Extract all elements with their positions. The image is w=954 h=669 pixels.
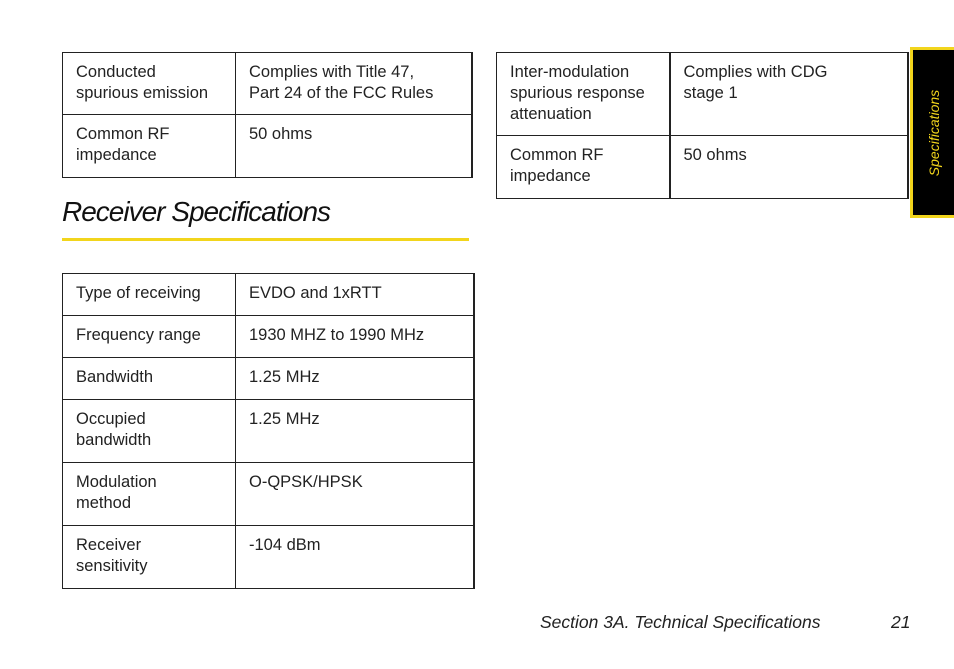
spec-value: Complies with Title 47, Part 24 of the FCC Rules — [236, 53, 472, 115]
spec-label: Receiver sensitivity — [63, 526, 236, 589]
spec-label: Common RF impedance — [497, 136, 670, 199]
transmitter-spec-table-left — [62, 52, 473, 178]
table-row — [497, 53, 908, 136]
spec-label: Conducted spurious emission — [63, 53, 236, 115]
chapter-side-tab — [910, 47, 954, 218]
table-row — [63, 526, 474, 589]
table-row — [63, 463, 474, 526]
table-row — [63, 358, 474, 400]
spec-value: 1.25 MHz — [236, 358, 474, 400]
spec-value: 1930 MHZ to 1990 MHz — [236, 316, 474, 358]
table-row — [63, 53, 472, 115]
table-row — [63, 316, 474, 358]
table-row — [63, 400, 474, 463]
spec-value: 1.25 MHz — [236, 400, 474, 463]
table-row — [497, 136, 908, 199]
table-row — [63, 115, 472, 178]
spec-value: Complies with CDG stage 1 — [670, 53, 908, 136]
spec-label: Frequency range — [63, 316, 236, 358]
spec-value: O-QPSK/HPSK — [236, 463, 474, 526]
footer-section-title: Section 3A. Technical Specifications — [540, 612, 821, 632]
spec-value: -104 dBm — [236, 526, 474, 589]
section-heading: Receiver Specifications — [62, 196, 331, 227]
spec-value: 50 ohms — [236, 115, 472, 178]
spec-label: Common RF impedance — [63, 115, 236, 178]
page-number: 21 — [891, 612, 911, 632]
heading-underline — [62, 238, 469, 241]
spec-label: Bandwidth — [63, 358, 236, 400]
spec-label: Occupied bandwidth — [63, 400, 236, 463]
spec-label: Type of receiving — [63, 274, 236, 316]
spec-label: Modulation method — [63, 463, 236, 526]
table-row — [63, 274, 474, 316]
transmitter-spec-table-right — [496, 52, 909, 199]
spec-value: EVDO and 1xRTT — [236, 274, 474, 316]
spec-value: 50 ohms — [670, 136, 908, 199]
spec-label: Inter-modulation spurious response attenuation — [497, 53, 670, 136]
side-tab-label: Specifications — [925, 89, 942, 176]
receiver-spec-table — [62, 273, 475, 589]
